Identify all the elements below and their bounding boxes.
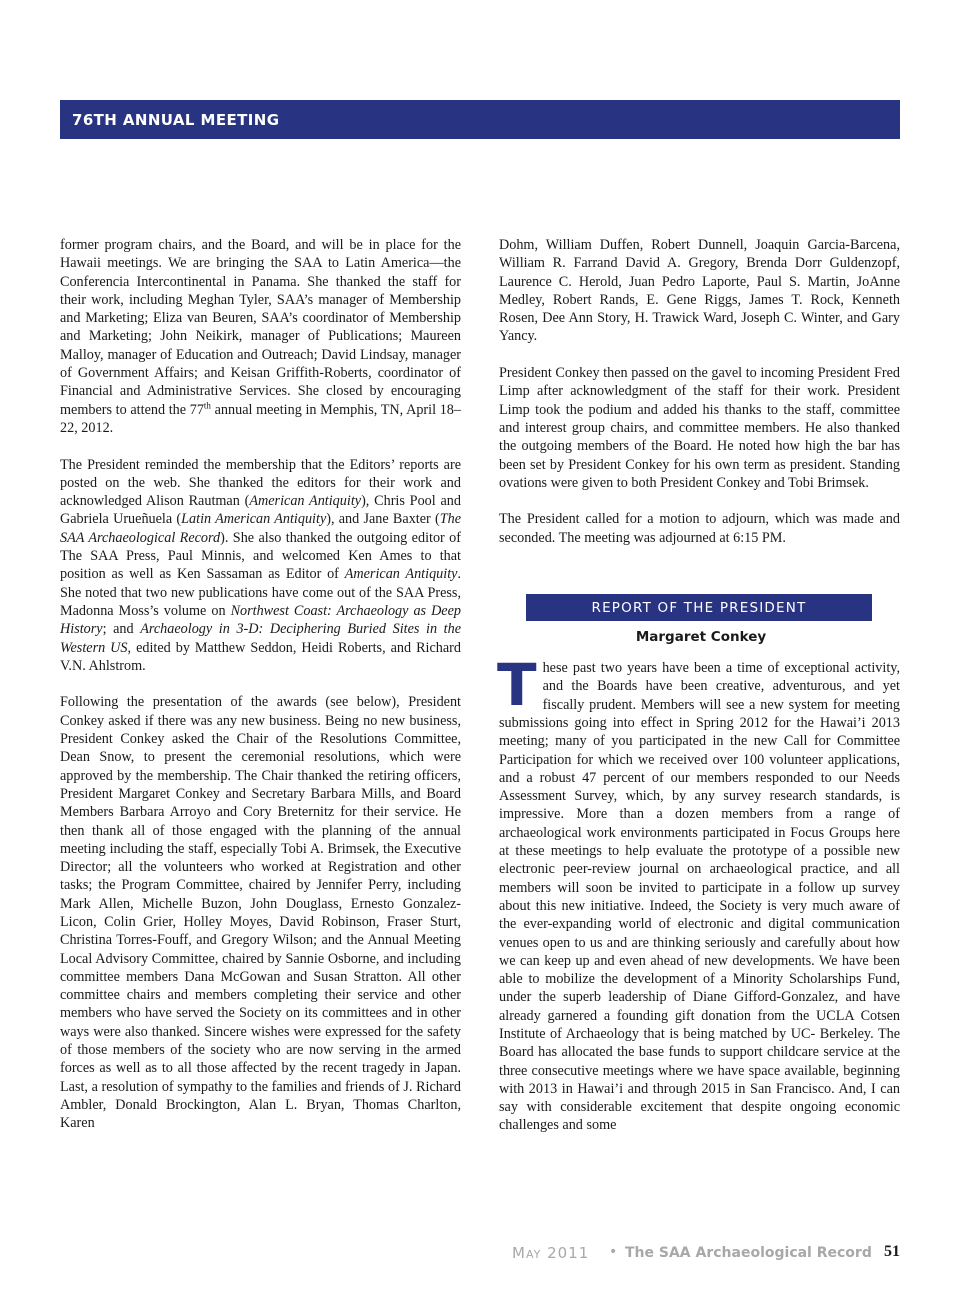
drop-cap: T xyxy=(497,651,537,720)
text-run: ), and Jane Baxter ( xyxy=(326,511,440,528)
journal-title: The SAA Archaeological Record xyxy=(625,1245,872,1261)
text-run: ). She also thanked the outgoing editor of The SAA Press, Paul Minnis, and welcomed Ken Ames to that position as well as Ken Sassaman as Editor of xyxy=(60,529,461,583)
section-header xyxy=(60,100,900,139)
text-run: ), Chris Pool and Gabriela Urueñuela ( xyxy=(60,493,461,528)
text-run: hese past two years have been a time of exceptional activity, and the Boards have been creative, adventurous, and yet fiscally prudent. Members will see a new system for meeting submissions going into effect in Spring 2012 for the Hawai’i 2013 meeting; many of you participated in the new Call for Committee Participation for which we received over 100 volunteer applications, and a robust 47 percent of our members responded to our Needs Assessment Survey, which, by any survey research standards, is impressive. More than a dozen members from a range of archaeological work environments participated in Focus Groups here at these meetings to help evaluate the prototype of a possible new electronic peer-review journal on archaeological practice, and all members will soon be invited to participate in a follow up survey about this new initiative. Indeed, the Society is very much aware of the ever-expanding world of electronic and digital communication venues open to us and are thinking seriously and carefully about how we can keep up and even ahead of new developments. We have been able to mobilize the development of a Minority Scholarships Fund, under the superb leadership of Diane Gifford-Gonzalez, and have already garnered a founding gift donation from the UCLA Cotsen Institute of Archaeology that is being matched by UC- Berkeley. The Board has allocated the base funds to support childcare service at the three consecutive meetings where we have space available, beginning with 2013 in Hawai’i and through 2015 in San Francisco. And, I can say with considerable excitement that despite ongoing economic challenges and some xyxy=(499,660,900,1134)
page-number: 51 xyxy=(884,1243,900,1260)
right-column xyxy=(499,236,900,1153)
italic-title: American Antiquity xyxy=(344,566,458,583)
italic-title: Northwest Coast: Archaeology as Deep History xyxy=(60,602,461,638)
text-run: ; and xyxy=(102,621,141,638)
author-byline: Margaret Conkey xyxy=(635,629,767,646)
italic-title: The SAA Archaeological Record xyxy=(60,511,461,546)
text-run: . She noted that two new publications have come out of the SAA Press, Madonna Moss’s volume on xyxy=(60,566,461,619)
italic-title: American Antiquity xyxy=(249,493,362,510)
paragraph xyxy=(60,236,461,437)
paragraph xyxy=(60,456,461,676)
report-header xyxy=(526,594,872,621)
italic-title: Latin American Antiquity xyxy=(181,511,327,528)
paragraph: Following the presentation of the awards (see below), President Conkey asked if there was any new business. Being no new business, President Conkey asked the Chair of the Resolutions Committee, Dean Snow, to present the ceremonial resolutions, which were approved by the membership. The Chair thanked the retiring officers, President Margaret Conkey and Secretary Barbara Mills, and Board Members Barbara Arroyo and Cory Breternitz for their service. He then thank all of those engaged with the planning of the annual meeting including the staff, especially Tobi A. Brimsek, the Executive Director; all the volunteers who worked at Registration and other tasks; the Program Committee, chaired by Jennifer Perry, including Mark Allen, Michelle Buzon, John Douglass, Ernesto Gonzalez-Licon, Colin Grier, Holley Moyes, David Robinson, Fraser Sturt, Christina Torres-Fouff, and Gregory Wilson; and the Annual Meeting Local Advisory Committee, chaired by Sannie Osborne, and including committee members Dana McGowan and Susan Stratton. All other committee chairs and members completing their service and other members who have served the Society on its committees and in other ways were also thanked. Sincere wishes were expressed for the safety of those members of the society who are now serving in the armed forces as well as to all those affected by the recent tragedy in Japan. Last, a resolution of sympathy to the families and friends of J. Richard Ambler, Donald Brockington, Alan L. Bryan, Thomas Charlton, Karen xyxy=(60,694,461,1132)
report-title: REPORT OF THE PRESIDENT xyxy=(591,599,807,616)
italic-title: Archaeology in 3-D: Deciphering Buried Sites in the Western US xyxy=(60,621,461,656)
ordinal-superscript: th xyxy=(203,399,211,410)
text-run: The President reminded the membership that the Editors’ reports are posted on the web. She thanked the editors for their work and acknowledged Alison Rautman ( xyxy=(60,456,461,510)
footer-separator: • xyxy=(609,1244,618,1260)
text-run: former program chairs, and the Board, and will be in place for the Hawaii meetings. We are bringing the SAA to Latin America—the Conferencia Intercontinental in Panama. She thanked the staff for their work, including Meghan Tyler, SAA’s manager of Membership and Marketing; Eliza van Beuren, SAA’s coordinator of Membership and Marketing; John Neikirk, manager of Publications; Maureen Malloy, manager of Education and Outreach; David Lindsay, manager of Government Affairs; and Keisan Griffith-Roberts, coordinator of Financial and Administrative Services. She closed by encouraging members to attend the 77 xyxy=(60,237,461,418)
page-footer xyxy=(500,1244,900,1268)
left-column xyxy=(60,236,461,1151)
paragraph: Dohm, William Duffen, Robert Dunnell, Joaquin Garcia-Barcena, William R. Farrand David A. Gregory, Brenda Dorr Guldenzopf, Laurence C. Herold, Juan Pedro Laporte, Paul S. Martin, JoAnne Medley, Robert Rands, E. Gene Riggs, James T. Rock, Kenneth Rosen, Dee Ann Story, H. Trawick Ward, Joseph C. Winter, and Gary Yancy. xyxy=(499,237,900,345)
text-run: annual meeting in Memphis, TN, April 18–22, 2012. xyxy=(60,401,461,436)
paragraph: The President called for a motion to adjourn, which was made and seconded. The meeting was adjourned at 6:15 PM. xyxy=(499,511,900,546)
report-paragraph xyxy=(497,651,900,1135)
paragraph: President Conkey then passed on the gavel to incoming President Fred Limp after acknowledgment of the staff for their work. President Limp took the podium and added his thanks to the staff, committee and interest group chairs, and committee members. He also thanked the outgoing members of the Board. He noted how high the bar has been set by President Conkey for his own term as president. Standing ovations were given to both President Conkey and Tobi Brimsek. xyxy=(499,365,900,491)
text-run: , edited by Matthew Seddon, Heidi Roberts, and Richard V.N. Ahlstrom. xyxy=(60,639,462,674)
issue-date: May 2011 xyxy=(512,1244,590,1262)
section-title: 76TH ANNUAL MEETING xyxy=(72,110,280,129)
